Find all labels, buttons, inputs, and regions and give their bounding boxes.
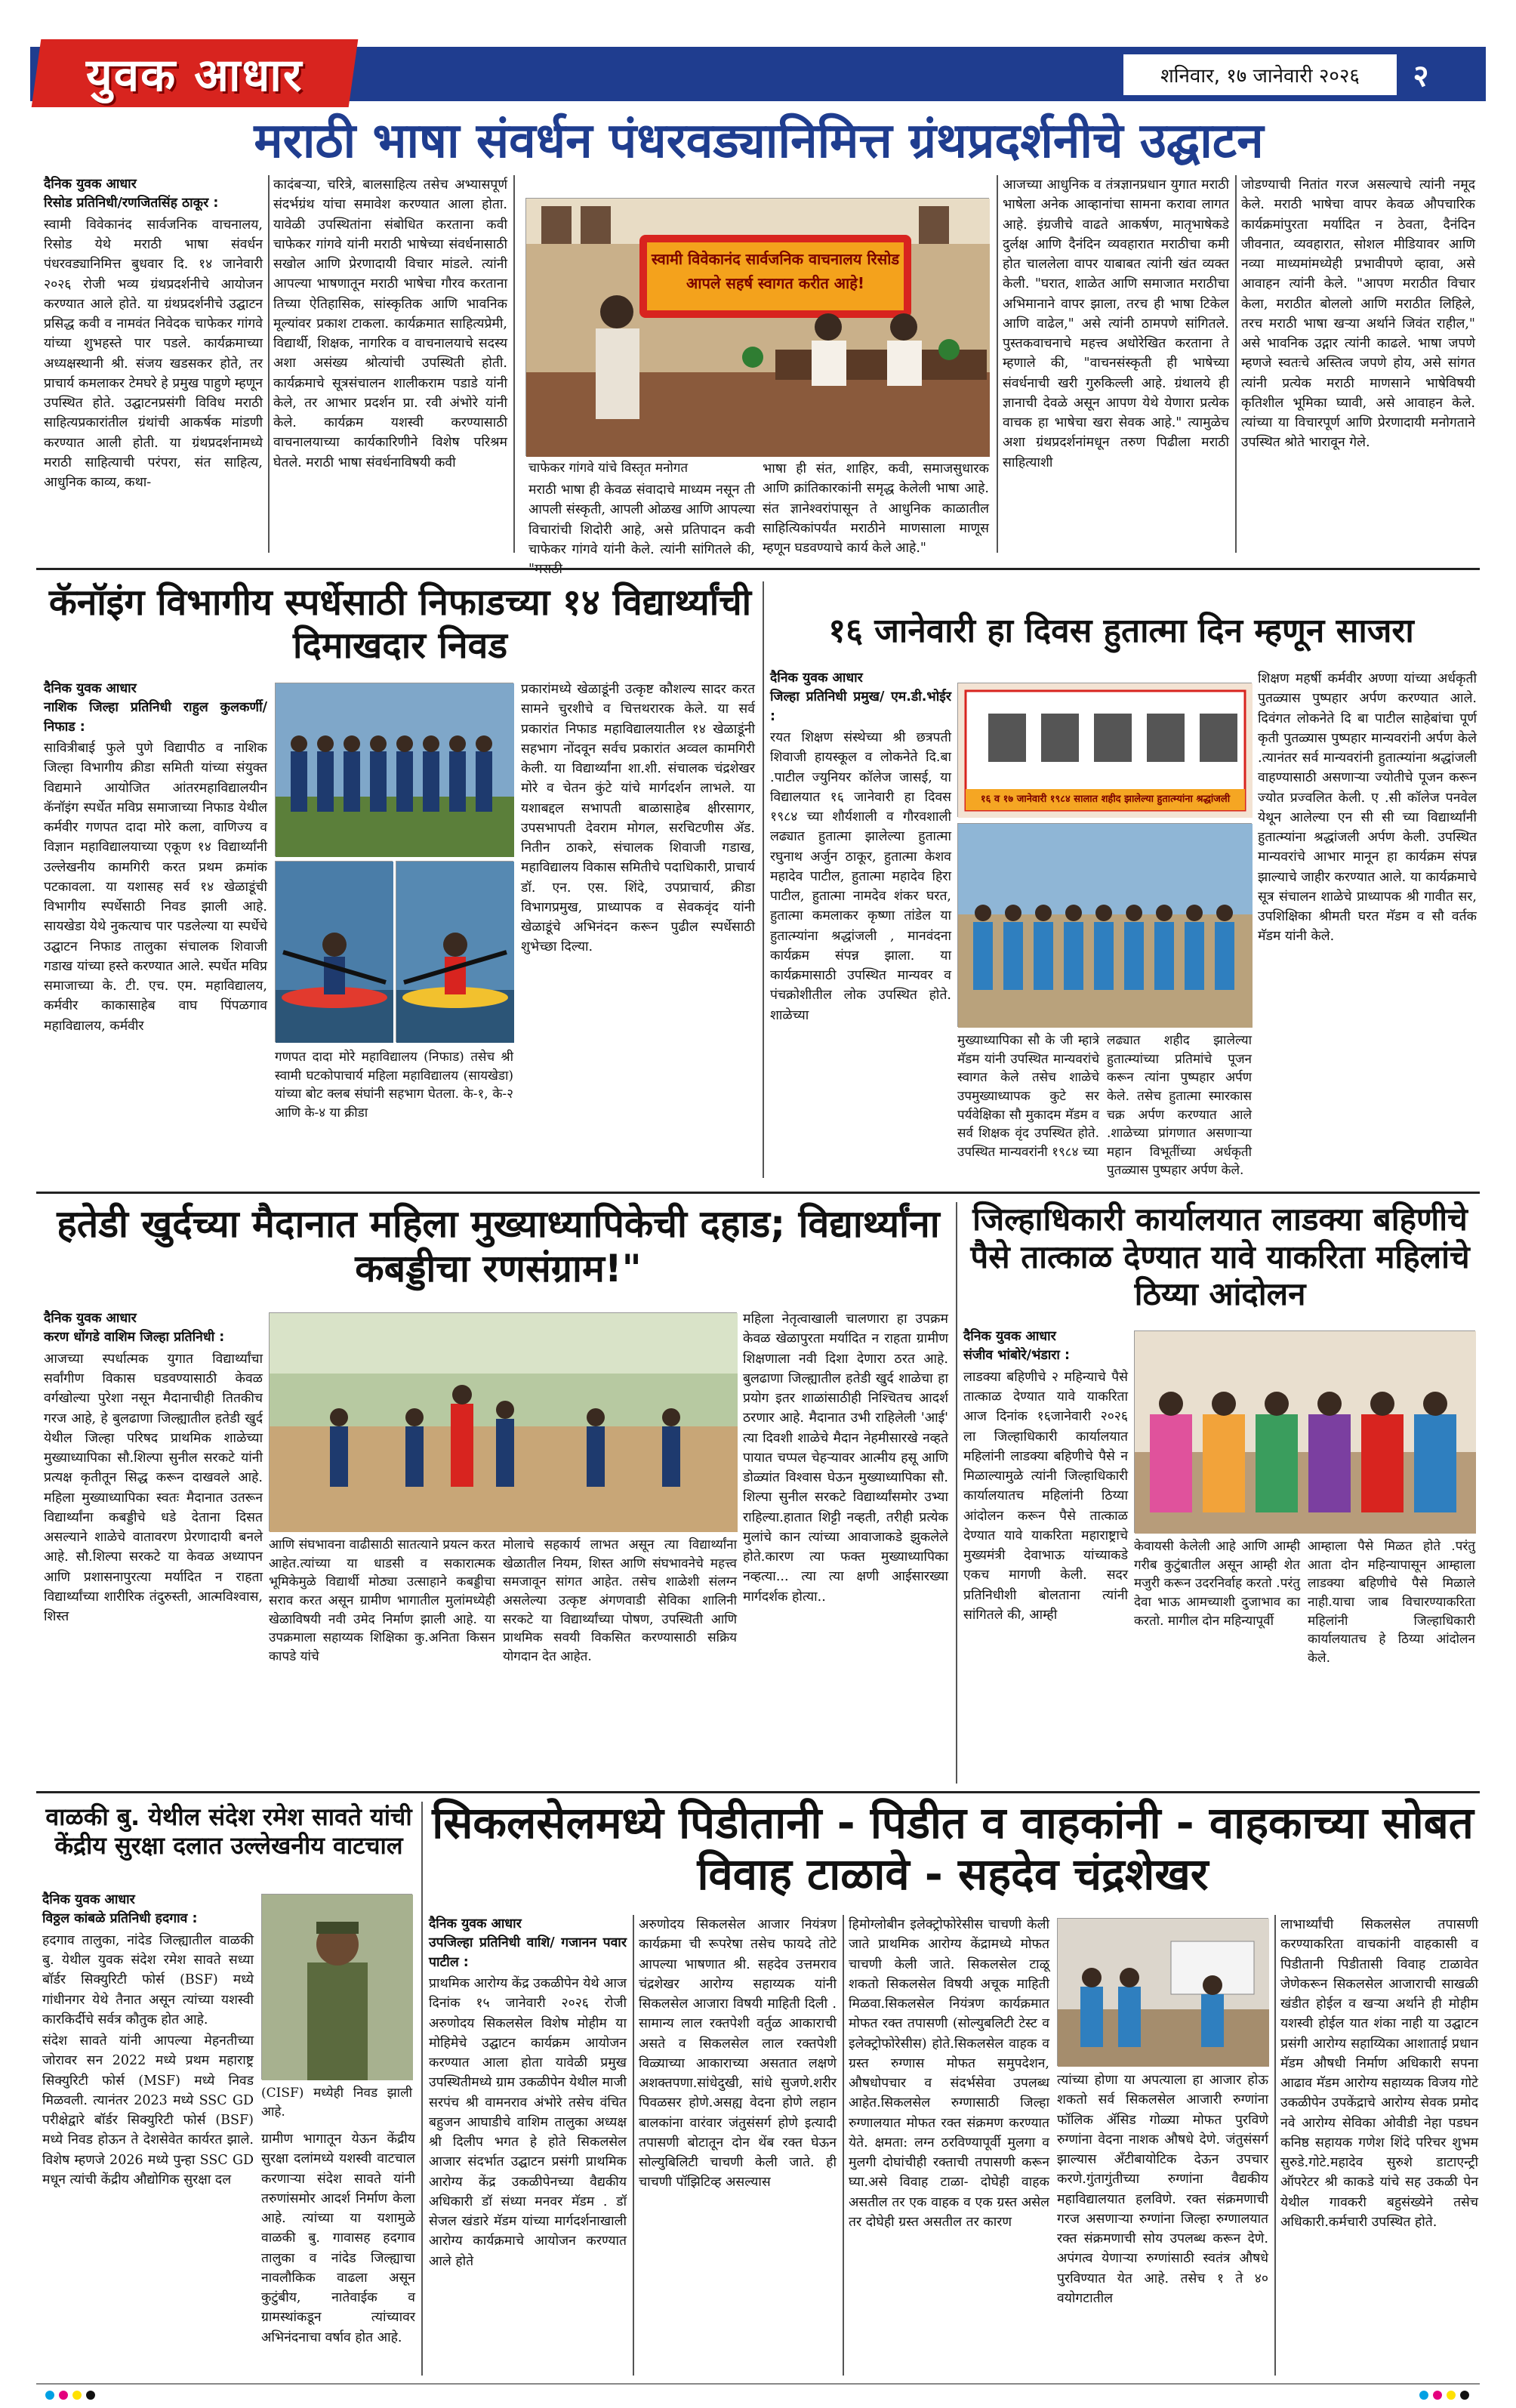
article3-headline: १६ जानेवारी हा दिवस हुतात्मा दिन म्हणून साजरा [828, 612, 1414, 650]
students-gathering-illustration [958, 824, 1253, 1028]
article5-byline: दैनिक युवक आधार संजीव भांबोरे/भंडारा : [963, 1329, 1071, 1364]
issue-date: शनिवार, १७ जानेवारी २०२६ [1123, 54, 1397, 95]
article1-col1: दैनिक युवक आधार रिसोड प्रतिनिधी/रणजितसिंह ठाकूर : स्वामी विवेकानंद सार्वजनिक वाचनालय, रिसोड येथे मराठी भाषा संवर्धन पंधरवड्यानिमित्त बुधवार दि. १४ जानेवारी २०२६ रोजी भव्य ग्रंथप्रदर्शनीचे आयोजन करण्यात आले होते. या ग्रंथप्रदर्शनीचे उद्घाटन प्रसिद्ध कवी व नामवंत निवेदक चाफेकर गांगवे यांच्या शुभहस्ते पार पडले. कार्यक्रमाच्या अध्यक्षस्थानी श्री. संजय खडसकर होते, तर प्राचार्य कमलाकर टेमघरे हे प्रमुख पाहुणे म्हणून उपस्थित होते. उद्घाटनप्रसंगी विविध मराठी साहित्यप्रकारांतील ग्रंथांची आकर्षक मांडणी करण्यात आली होती. या ग्रंथप्रदर्शनामध्ये मराठी साहित्याची परंपरा, संत साहित्य, आधुनिक काव्य, कथा- [44, 177, 263, 490]
article1-col3-right: भाषा ही संत, शाहिर, कवी, समाजसुधारक आणि क्रांतिकारकांनी समृद्ध केलेली भाषा आहे. संत ज्ञानेश्वरांपासून ते आधुनिक काळातील साहित्यिकांपर्यंत मराठीने माणसाला माणूस म्हणून घडवण्याचे कार्य केले आहे." [763, 461, 989, 556]
article7-byline: दैनिक युवक आधार उपजिल्हा प्रतिनिधी वाशि/ गजानन पवार पाटील : [429, 1916, 627, 1970]
article4-caption-1: आणि संघभावना वाढीसाठी सातत्याने प्रयत्न करत आहेत.त्यांच्या या धाडसी व सकारात्मक भूमिकेमुळे विद्यार्थी मोठ्या उत्साहाने कबड्डीचा सराव करत असून ग्रामीण भागातील मुलांमध्येही खेळाविषयी नवी उमेद निर्माण झाली आहे. या उपक्रमाला सहाय्यक शिक्षिका कु.अनिता किसन कापडे यांचे [269, 1537, 495, 1664]
article6-photo-caption: (CISF) मध्येही निवड झाली आहे. [261, 2086, 412, 2120]
article2-photo-caption: गणपत दादा मोरे महाविद्यालय (निफाड) तसेच श्री स्वामी घटकोपाचार्य महिला महाविद्यालय (सायखेडा) यांच्या बोट क्लब संघांनी सहभाग घेतला. के-१, के-२ आणि के-४ या क्रीडा [275, 1050, 513, 1121]
article3-col3: शिक्षण महर्षी कर्मवीर अण्णा यांच्या अर्धकृती पुतळ्यास पुष्पहार अर्पण करण्यात आले. दिवंगत लोकनेते दि बा पाटील साहेबांचा पूर्ण कृती पुतळ्यास पुष्पहार मान्यवरांनी अर्पण केले .त्यानंतर सर्व मान्यवरांनी हुतात्म्यांना श्रद्धांजली वाहण्यासाठी असणाऱ्या ज्योतीचे पूजन करून ज्योत प्रज्वलित केली. ए .सी कॉलेज पनवेल येथून आलेल्या एन सी सी च्या विद्यार्थ्यांनी हुतात्म्यांना श्रद्धांजली अर्पण केली. उपस्थित मान्यवरांचे आभार मानून हा कार्यक्रम संपन्न झाल्याचे जाहीर करण्यात आले. या कार्यक्रमाचे सूत्र संचालन शाळेचे प्राध्यापक श्री गावीत सर, उपशिक्षिका श्रीमती घरत मॅडम व सौ वर्तक मॅडम यांनी केले. [1258, 671, 1477, 945]
article6-col2: ग्रामीण भागातून येऊन केंद्रीय सुरक्षा दलांमध्ये यशस्वी वाटचाल करणाऱ्या संदेश सावते यांनी तरुणांसमोर आदर्श निर्माण केला आहे. त्यांच्या या यशामुळे वाळकी बु. गावासह हदगाव तालुका व नांदेड जिल्ह्याचा नावलौकिक वाढला असून कुटुंबीय, नातेवाईक व ग्रामस्थांकडून त्यांच्यावर अभिनंदनाचा वर्षाव होत आहे. [261, 2132, 415, 2345]
article2-col1: दैनिक युवक आधार नाशिक जिल्हा प्रतिनिधी राहुल कुलकर्णी/निफाड : सावित्रीबाई फुले पुणे विद्यापीठ व नाशिक जिल्हा विभागीय क्रीडा समिती यांच्या संयुक्त विद्यमाने आयोजित आंतरमहाविद्यालयीन कॅनॉइंग स्पर्धेत मविप्र समाजाच्या निफाड येथील कर्मवीर गणपत दादा मोरे कला, वाणिज्य व विज्ञान महाविद्यालयाच्या एकूण १४ विद्यार्थ्यांनी उल्लेखनीय कामगिरी करत प्रथम क्रमांक पटकावला. या यशासह सर्व १४ खेळाडूंची विभागीय स्पर्धेसाठी निवड झाली आहे. सायखेडा येथे नुकत्याच पार पडलेल्या या स्पर्धेचे उद्घाटन निफाड तालुका संचालक शिवाजी गडाख यांच्या हस्ते करण्यात आले. स्पर्धेत मविप्र समाजाच्या के. टी. एच. एम. महाविद्यालय, कर्मवीर काकासाहेब वाघ पिंपळगाव महाविद्यालय, कर्मवीर [44, 681, 267, 1034]
article7-photo [1057, 1918, 1268, 2066]
article6-photo [261, 1894, 412, 2080]
article7-col4: त्यांच्या होणा या अपत्याला हा आजार होऊ शकतो सर्व सिकलसेल आजारी रुग्णांना फॉलिक ॲसिड गोळ्या मोफत पुरविणे रुग्णांना वेदना नाशक औषधे देणे. जंतुसंसर्ग झाल्यास ॲंटीबायोटिक देऊन उपचार करणे.गुंतागुंतीच्या रुग्णांना वैद्यकीय महाविद्यालयात हलविणे. रक्त संक्रमणाची गरज असणाऱ्या रुग्णांना जिल्हा रुग्णालयात रक्त संक्रमणाची सोय उपलब्ध करून देणे. अपंगत्व येणाऱ्या रुग्णांसाठी स्वतंत्र औषधे पुरविण्यात येत आहे. तसेच १ ते ४० वयोगटातील [1057, 2073, 1268, 2306]
article4-caption-2: मोलाचे सहकार्य लाभत असून त्या विद्यार्थ्यांना खेळातील नियम, शिस्त आणि संघभावनेचे महत्त्व समजावून सांगत आहेत. तसेच शाळेशी संलग्न असलेल्या उत्कृष्ट अंगणवाडी सेविका शालिनी सरकटे या विद्यार्थ्यांच्या पोषण, उपस्थिती आणि प्राथमिक सवयी विकसित करण्यासाठी सक्रिय योगदान देत आहेत. [503, 1537, 737, 1664]
kabaddi-practice-illustration [270, 1313, 738, 1532]
article1-col2: कादंबऱ्या, चरित्रे, बालसाहित्य तसेच अभ्यासपूर्ण संदर्भग्रंथ यांचा समावेश करण्यात आला होता. यावेळी उपस्थितांना संबोधित करताना कवी चाफेकर गांगवे यांनी मराठी भाषेच्या संवर्धनासाठी सखोल आणि प्रेरणादायी विचार मांडले. त्यांनी आपल्या भाषणातून मराठी भाषेचा गौरव करताना तिच्या ऐतिहासिक, सांस्कृतिक आणि भावनिक मूल्यांवर प्रकाश टाकला. कार्यक्रमात साहित्यप्रेमी, विद्यार्थी, शिक्षक, नागरिक व वाचनालयाचे सदस्य अशा असंख्य श्रोत्यांची उपस्थिती होती. कार्यक्रमाचे सूत्रसंचालन शालीकराम पडाडे यांनी केले, तर आभार प्रदर्शन प्रा. रवी अंभोरे यांनी केले. कार्यक्रम यशस्वी करण्यासाठी वाचनालयाच्या कार्यकारिणीने विशेष परिश्रम घेतले. मराठी भाषा संवर्धनाविषयी कवी [273, 177, 507, 470]
article1-photo-caption: चाफेकर गांगवे यांचे विस्तृत मनोगत [528, 461, 689, 476]
article1-col4: आजच्या आधुनिक व तंत्रज्ञानप्रधान युगात मराठी भाषेला अनेक आव्हानांचा सामना करावा लागत आहे. इंग्रजीचे वाढते आकर्षण, मातृभाषेकडे दुर्लक्ष आणि दैनंदिन व्यवहारात मराठीचा कमी होत चाललेला वापर याबाबत त्यांनी खंत व्यक्त केली. "घरात, शाळेत आणि समाजात मराठीचा अभिमानाने वापर झाला, तरच ही भाषा टिकेल आणि वाढेल," असे त्यांनी ठामपणे सांगितले. पुस्तकवाचनाचे महत्त्व अधोरेखित करताना ते म्हणाले की, "वाचनसंस्कृती ही भाषेच्या संवर्धनाची खरी गुरुकिल्ली आहे. ग्रंथालये ही ज्ञानाची देवळे असून आपण येथे येणारा प्रत्येक वाचक हा भाषेचा खरा सेवक आहे." त्यामुळेच अशा ग्रंथप्रदर्शनांमधून तरुण पिढीला मराठी साहित्याशी [1003, 177, 1229, 470]
article1-photo [525, 198, 989, 456]
article5-col1: दैनिक युवक आधार संजीव भांबोरे/भंडारा : लाडक्या बहिणीचे २ महिन्याचे पैसे तात्काळ देण्यात यावे याकरिता आज दिनांक १६जानेवारी २०२६ ला जिल्हाधिकारी कार्यालयात महिलांनी लाडक्या बहिणीचे पैसे न मिळाल्यामुळे त्यांनी जिल्हाधिकारी कार्यालयातच महिलांनी ठिय्या आंदोलन करून पैसे तात्काळ देण्यात यावे याकरिता महाराष्ट्राचे मुख्यमंत्री देवाभाऊ यांच्याकडे एकच मागणी केली. सदर प्रतिनिधीशी बोलताना त्यांनी सांगितले की, आम्ही [963, 1329, 1128, 1623]
article4-col1: दैनिक युवक आधार करण धोंगडे वाशिम जिल्हा प्रतिनिधी : आजच्या स्पर्धात्मक युगात विद्यार्थ्यांचा सर्वांगीण विकास घडवण्यासाठी केवळ वर्गखोल्या पुरेशा नसून मैदानाचीही तितकीच गरज आहे, हे बुलढाणा जिल्ह्यातील हतेडी खुर्द येथील जिल्हा परिषद प्राथमिक शाळेच्या मुख्याध्यापिका सौ.शिल्पा सुनील सरकटे यांनी प्रत्यक्ष कृतीतून सिद्ध करून दाखवले आहे. महिला मुख्याध्यापिका स्वतः मैदानात उतरून विद्यार्थ्यांना कबड्डीचे धडे देताना दिसत असल्याने शाळेचे वातावरण प्रेरणादायी बनले आहे. सौ.शिल्पा सरकटे या केवळ अध्यापन आणि प्रशासनापुरत्या मर्यादित न राहता विद्यार्थ्यांच्या शारीरिक तंदुरुस्ती, आत्मविश्वास, शिस्त [44, 1311, 263, 1624]
health-camp-illustration [1058, 1919, 1269, 2067]
protest-women-illustration [1135, 1331, 1476, 1534]
martyrs-banner-text: १६ व १७ जानेवारी १९८४ सालात शहीद झालेल्या हुतात्म्यांना श्रद्धांजली [980, 794, 1231, 805]
article4-byline: दैनिक युवक आधार करण धोंगडे वाशिम जिल्हा प्रतिनिधी : [44, 1311, 225, 1346]
article3-caption-left: मुख्याध्यापिका सौ के जी म्हात्रे मॅडम यांनी उपस्थित मान्यवरांचे स्वागत केले तसेच शाळेचे उपमुख्याध्यापक कुटे सर पर्यवेक्षिका सौ मुकादम मॅडम व सर्व शिक्षक वृंद उपस्थित होते. उपस्थित मान्यवरांनी १९८४ च्या [957, 1033, 1099, 1160]
article4-headline: हतेडी खुर्दच्या मैदानात महिला मुख्याध्यापिकेची दहाड; विद्यार्थ्यांना कबड्डीचा रणसंग्राम!" [57, 1202, 940, 1290]
article3-col1: दैनिक युवक आधार जिल्हा प्रतिनिधी प्रमुख/ एम.डी.भोईर : रयत शिक्षण संस्थेच्या श्री छत्रपती शिवाजी हायस्कूल व लोकनेते दि.बा .पाटील ज्युनियर कॉलेज जासई, या विद्यालयात १६ जानेवारी हा दिवस १९८४ च्या शौर्यशाली व गौरवशाली लढ्यात हुतात्मा झालेल्या हुतात्मा रघुनाथ अर्जुन ठाकूर, हुतात्मा केशव महादेव पाटील, हुतात्मा महादेव हिरा पाटील, हुतात्मा नामदेव शंकर घरत, हुतात्मा कमलाकर कृष्णा तांडेल या हुतात्म्यांना श्रद्धांजली , मानवंदना कार्यक्रम संपन्न झाला. या कार्यक्रमासाठी उपस्थित मान्यवर व पंचक्रोशीतील लोक उपस्थित होते. शाळेच्या [770, 671, 951, 1023]
article1-col3-left: मराठी भाषा ही केवळ संवादाचे माध्यम नसून ती आपली संस्कृती, आपली ओळख आणि आपल्या विचारांची शिदोरी आहे, असे प्रतिपादन कवी चाफेकर गांगवे यांनी केले. त्यांनी सांगितले की, [528, 483, 755, 557]
article7-headline: सिकलसेलमध्ये पिडीतानी - पिडीत व वाहकांनी - वाहकाच्या सोबत विवाह टाळावे - सहदेव चंद्रशेखर [432, 1797, 1474, 1901]
article2-headline: कॅनॉइंग विभागीय स्पर्धेसाठी निफाडच्या १४ विद्यार्थ्यांची दिमाखदार निवड [48, 581, 752, 667]
registration-marks [1419, 2391, 1469, 2401]
article6-col1: दैनिक युवक आधार विठ्ठल कांबळे प्रतिनिधी हदगाव : हदगाव तालुका, नांदेड जिल्ह्यातील वाळकी बु. येथील युवक संदेश रमेश सावते सध्या बॉर्डर सिक्युरिटी फोर्स (BSF) मध्ये गांधीनगर येथे तैनात असून त्यांच्या यशस्वी कारकिर्दीचे सर्वत्र कौतुक होत आहे. संदेश सावते यांनी आपल्या मेहनतीच्या जोरावर सन 2022 मध्ये प्रथम महाराष्ट्र सिक्युरिटी फोर्स (MSF) मध्ये निवड मिळवली. त्यानंतर 2023 मध्ये SSC GD परीक्षेद्वारे बॉर्डर सिक्युरिटी फोर्स (BSF) मध्ये निवड होऊन ते देशसेवेत कार्यरत झाले. विशेष म्हणजे 2026 मध्ये पुन्हा SSC GD मधून त्यांची केंद्रीय औद्योगिक सुरक्षा दल [42, 1892, 254, 2188]
page-number: २ [1397, 47, 1445, 101]
newspaper-logo: युवक आधार [32, 39, 359, 107]
article1-byline: दैनिक युवक आधार रिसोड प्रतिनिधी/रणजितसिंह ठाकूर : [44, 177, 219, 211]
kayak-racer-illustration [276, 862, 393, 1043]
registration-marks [45, 2391, 95, 2401]
article3-caption-right: लढ्यात शहीद झालेल्या हुतात्म्यांच्या प्रतिमांचे पूजन करून त्यांना पुष्पहार अर्पण केले. तसेच हुतात्मा स्मारकास चक्र अर्पण करण्यात आले .शाळेच्या प्रांगणात असणाऱ्या महान विभूतींच्या अर्धकृती पुतळ्यास पुष्पहार अर्पण केले. [1107, 1033, 1252, 1179]
library-event-illustration [526, 199, 990, 457]
article4-photo [269, 1312, 737, 1531]
canoeing-team-illustration [276, 683, 514, 857]
article7-col2: अरुणोदय सिकलसेल आजार नियंत्रण कार्यक्रमा ची रूपरेषा तसेच फायदे तोटे आपल्या भाषणात श्री. सहदेव उत्तमराव चंद्रशेखर आरोग्य सहाय्यक यांनी सिकलसेल आजारा विषयी माहिती दिली . सामान्य लाल रक्तपेशी वर्तुळ आकाराची असते व सिकलसेल लाल रक्तपेशी विळ्याच्या आकाराच्या असतात लक्षणे अशक्तपणा.सांधेदुखी, सांधे सुजणे.शरीर पिवळसर होणे.असह्य वेदना होणे लहान बालकांना वारंवार जंतुसंसर्ग होणे इत्यादी तपासणी बोटातून दोन थेंब रक्त घेऊन सोल्युबिलिटी चाचणी केली जाते. ही चाचणी पॉझिटिव्ह असल्यास [639, 1917, 837, 2191]
article7-col3: हिमोग्लोबीन इलेक्ट्रोफोरेसीस चाचणी केली जाते प्राथमिक आरोग्य केंद्रामध्ये मोफत चाचणी केली जाते. सिकलसेल टाळू शकतो सिकलसेल विषयी अचूक माहिती मिळवा.सिकलसेल नियंत्रण कार्यक्रमात मोफत रक्त तपासणी (सोल्युबलिटी टेस्ट व इलेक्ट्रोफोरेसीस) होते.सिकलसेल वाहक व ग्रस्त रुग्णास मोफत समुपदेशन, औषधोपचार व संदर्भसेवा उपलब्ध आहेत.सिकलसेल रुग्णासाठी जिल्हा रुग्णालयात मोफत रक्त संक्रमण करण्यात येते. क्षमता: लग्न ठरविण्यापूर्वी मुलगा व मुलगी दोघांचीही रक्ताची तपासणी करून घ्या.असे विवाह टाळा- दोघेही वाहक असतील तर एक वाहक व एक ग्रस्त असेल तर दोघेही ग्रस्त असतील तर कारण [849, 1917, 1049, 2230]
article2-photo-team [275, 683, 513, 856]
article5-headline: जिल्हाधिकारी कार्यालयात लाडक्या बहिणीचे पैसे तात्काळ देण्यात यावे याकरिता महिलांचे ठिय्या आंदोलन [970, 1201, 1470, 1313]
event-banner-text: स्वामी विवेकानंद सार्वजनिक वाचनालय रिसोड आपले सहर्ष स्वागत करीत आहे! [651, 250, 900, 292]
kayak-racer-illustration [396, 862, 514, 1043]
article7-col1: दैनिक युवक आधार उपजिल्हा प्रतिनिधी वाशि/ गजानन पवार पाटील : प्राथमिक आरोग्य केंद्र उकळीपेन येथे आज दिनांक १५ जानेवारी २०२६ रोजी अरुणोदय सिकलसेल विशेष मोहीम या मोहिमेचे उद्घाटन कार्यक्रम आयोजन करण्यात आला होता यावेळी प्रमुख उपस्थितीमध्ये ग्राम उकळीपेन येथील माजी सरपंच श्री वामनराव अंभोरे तसेच वंचित बहुजन आघाडीचे वाशिम तालुका अध्यक्ष श्री दिलीप भगत हे होते सिकलसेल आजार संदर्भात उद्घाटन प्रसंगी प्राथमिक आरोग्य केंद्र उकळीपेनच्या वैद्यकीय अधिकारी डॉ संध्या मनवर मॅडम . डॉ सेजल खंडारे मॅडम यांच्या मार्गदर्शनाखाली आरोग्य कार्यक्रमाचे आयोजन करण्यात आले होते [429, 1916, 627, 2269]
soldier-portrait-illustration [262, 1895, 413, 2080]
article3-byline: दैनिक युवक आधार जिल्हा प्रतिनिधी प्रमुख/ एम.डी.भोईर : [770, 671, 951, 724]
article3-photo-students [957, 823, 1252, 1027]
article6-headline: वाळकी बु. येथील संदेश रमेश सावते यांची केंद्रीय सुरक्षा दलात उल्लेखनीय वाटचाल [45, 1802, 412, 1860]
article5-text-2: केवायसी केलेली आहे आणि आम्ही गरीब कुटुंबातील असून आम्ही शेत मजुरी करून उदरनिर्वाह करतो .परंतु देवा भाऊ आमच्याशी दुजाभाव का करतो. मागील दोन महिन्यापूर्वी [1134, 1539, 1300, 1629]
article6-byline: दैनिक युवक आधार विठ्ठल कांबळे प्रतिनिधी हदगाव : [42, 1892, 198, 1927]
article5-text-3: आम्हाला पैसे मिळत होते .परंतु आता दोन महिन्यापासून आम्हाला लाडक्या बहिणीचे पैसे मिळाले नाही.याचा जाब विचारण्याकरिता महिलांनी जिल्हाधिकारी कार्यालयातच हे ठिय्या आंदोलन केले. [1308, 1539, 1475, 1666]
article5-photo [1134, 1330, 1475, 1533]
article2-photo-kayak-1 [275, 861, 393, 1042]
article2-photo-kayak-2 [396, 861, 513, 1042]
article7-col5: लाभार्थ्यांची सिकलसेल तपासणी करण्याकरिता वाचकांनी वाहकासी व पिडीतानी पिडीतासी विवाह टाळावेत जेणेकरून सिकलसेल आजाराची साखळी खंडीत होईल व खऱ्या अर्थाने ही मोहीम यशस्वी होईल यात शंका नाही या उद्घाटन प्रसंगी आरोग्य सहाय्यिका आशाताई प्रधान मॅडम औषधी निर्माण अधिकारी सपना आढाव मॅडम आरोग्य सहाय्यक विजय गोटे उकळीपेन उपकेंद्राचे आरोग्य सेवक प्रमोद नवे आरोग्य सेविका ओवीडी नेहा पडघन कनिष्ठ सहायक गणेश शिंदे परिचर शुभम सुरुडे.गोटे.महादेव सुरुशे डाटाएन्ट्री ऑपरेटर श्री काकडे यांचे सह उकळी पेन येथील गावकरी बहुसंख्येने तसेच अधिकारी.कर्मचारी उपस्थित होते. [1280, 1917, 1478, 2230]
article1-headline: मराठी भाषा संवर्धन पंधरवड्यानिमित्त ग्रंथप्रदर्शनीचे उद्घाटन [254, 113, 1264, 169]
article2-col3: प्रकारांमध्ये खेळाडूंनी उत्कृष्ट कौशल्य सादर करत सामने चुरशीचे व चित्तथरारक केले. या सर्व प्रकारांत निफाड महाविद्यालयातील १४ खेळाडूंनी सहभाग नोंदवून सर्वच प्रकारांत अव्वल कामगिरी केली. या विद्यार्थ्यांना शा.शी. संचालक चंद्रशेखर मोरे व चेतन कुंटे यांचे मार्गदर्शन लाभले. या यशाबद्दल सभापती बाळासाहेब क्षीरसागर, उपसभापती देवराम मोगल, सरचिटणीस ॲड. नितीन ठाकरे, संचालक शिवाजी गडाख, महाविद्यालय विकास समितीचे पदाधिकारी, प्राचार्य डॉ. एन. एस. शिंदे, उपप्राचार्य, क्रीडा विभागप्रमुख, प्राध्यापक व सेवकवृंद यांनी खेळाडूंचे अभिनंदन करून पुढील स्पर्धेसाठी शुभेच्छा दिल्या. [521, 682, 755, 955]
article2-byline: दैनिक युवक आधार नाशिक जिल्हा प्रतिनिधी राहुल कुलकर्णी/निफाड : [44, 681, 267, 735]
article4-col3: महिला नेतृत्वाखाली चालणारा हा उपक्रम केवळ खेळापुरता मर्यादित न राहता ग्रामीण शिक्षणाला नवी दिशा देणारा ठरत आहे. बुलढाणा जिल्ह्यातील हतेडी खुर्द शाळेचा हा प्रयोग इतर शाळांसाठीही निश्चितच आदर्श ठरणार आहे. मैदानात उभी राहिलेली 'आई' त्या दिवशी शाळेचे मैदान नेहमीसारखे नव्हते पायात चप्पल चेहऱ्यावर आत्मीय हसू आणि डोळ्यांत विश्वास घेऊन मुख्याध्यापिका सौ. शिल्पा सुनील सरकटे विद्यार्थ्यांसमोर उभ्या राहिल्या.हातात शिट्टी नव्हती, तरीही प्रत्येक मुलांचे कान त्यांच्या आवाजाकडे झुकलेले होते.कारण त्या फक्त मुख्याध्यापिका नव्हत्या... त्या त्या क्षणी आईसारख्या मार्गदर्शक होत्या.. [743, 1312, 948, 1605]
article1-col5: जोडण्याची नितांत गरज असल्याचे त्यांनी नमूद केले. मराठी भाषेचा वापर केवळ औपचारिक कार्यक्रमांपुरता मर्यादित न ठेवता, दैनंदिन जीवनात, व्यवहारात, सोशल मीडियावर आणि नव्या माध्यमांमध्येही प्रभावीपणे व्हावा, असे आवाहन त्यांनी केले. "आपण मराठीत विचार केला, मराठीत बोललो आणि मराठीत लिहिले, तरच मराठी भाषा खऱ्या अर्थाने जिवंत राहील," असे भावनिक उद्गार त्यांनी काढले. भाषा जपणे म्हणजे स्वतःचे अस्तित्व जपणे होय, असे सांगत त्यांनी प्रत्येक मराठी माणसाने भाषेविषयी कृतिशील भूमिका घ्यावी, असे आवाहन केले. त्यांच्या या विचारपूर्ण आणि प्रेरणादायी मनोगताने उपस्थित श्रोते भारावून गेले. [1241, 177, 1475, 451]
article3-photo-banner [957, 683, 1252, 817]
